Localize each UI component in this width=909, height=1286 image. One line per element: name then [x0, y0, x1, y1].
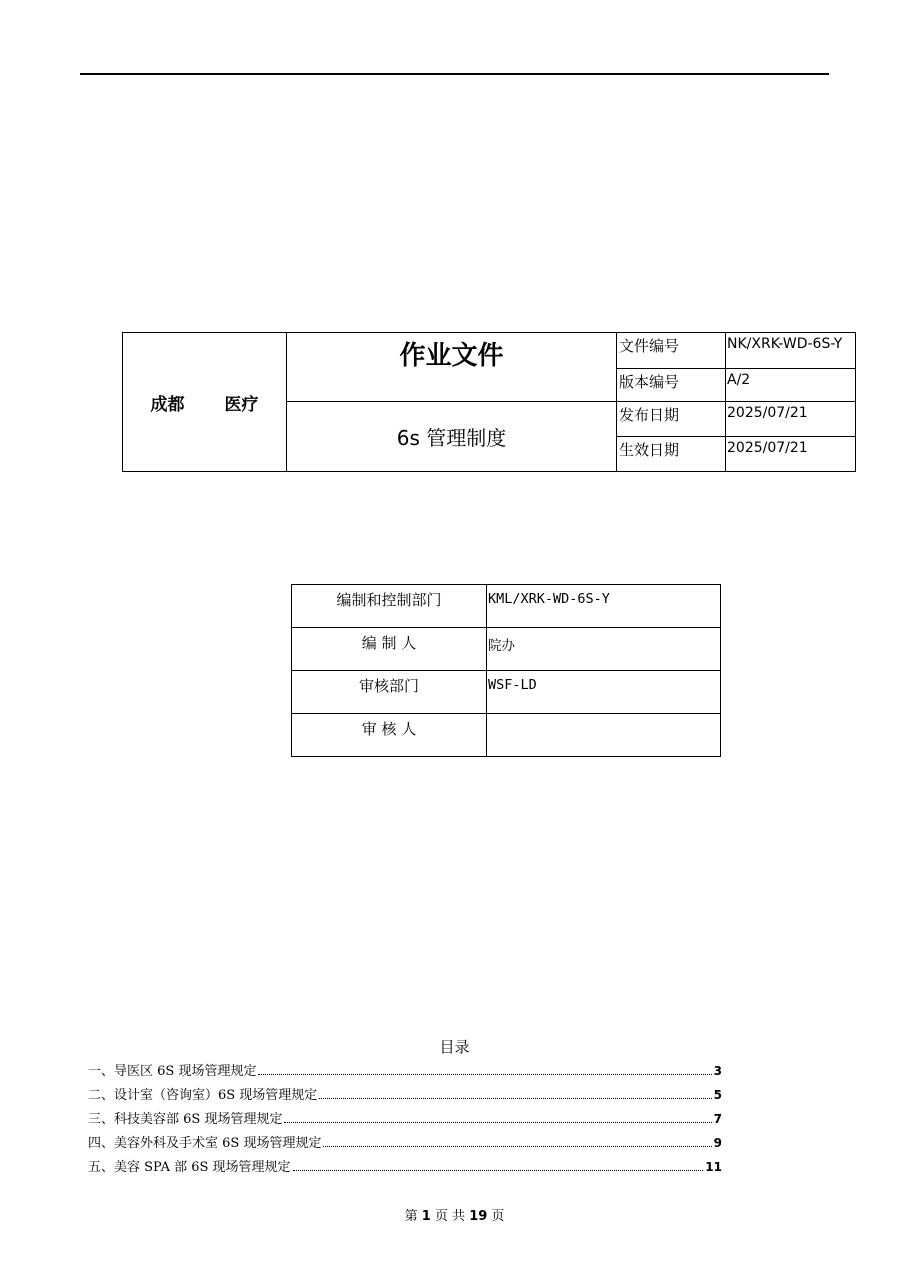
footer-total-pages: 19	[469, 1209, 488, 1224]
field-label: 生效日期	[617, 437, 726, 472]
toc-entry-page: 11	[705, 1160, 722, 1174]
toc-leader-dots	[258, 1074, 711, 1075]
toc-entry-text: 一、导医区 6S 现场管理规定	[88, 1064, 257, 1079]
toc-entry[interactable]	[88, 1132, 722, 1156]
toc-leader-dots	[319, 1098, 711, 1099]
info-label: 审核部门	[292, 671, 487, 714]
field-value: 2025/07/21	[726, 437, 856, 472]
org-name-part1: 成都	[150, 394, 185, 415]
approval-info-table	[291, 584, 721, 757]
info-label: 编制和控制部门	[292, 585, 487, 628]
info-value: KML/XRK-WD-6S-Y	[487, 585, 721, 628]
toc-entry-text: 二、设计室（咨询室）6S 现场管理规定	[88, 1088, 318, 1103]
footer-prefix: 第	[404, 1209, 418, 1224]
info-row	[292, 714, 721, 757]
field-label: 版本编号	[617, 369, 726, 402]
info-label: 编 制 人	[292, 628, 487, 671]
document-header-table	[122, 332, 856, 472]
toc-entry[interactable]	[88, 1060, 722, 1084]
field-value: 2025/07/21	[726, 402, 856, 437]
field-label: 文件编号	[617, 333, 726, 369]
footer-current-page: 1	[421, 1209, 431, 1224]
toc-entry-text: 四、美容外科及手术室 6S 现场管理规定	[88, 1136, 322, 1151]
field-value: A/2	[726, 369, 856, 402]
toc-entry[interactable]	[88, 1156, 722, 1180]
toc-leader-dots	[293, 1170, 704, 1171]
info-row	[292, 671, 721, 714]
toc-entry-page: 7	[713, 1112, 722, 1126]
document-type: 作业文件	[287, 333, 617, 402]
toc-entry-page: 5	[713, 1088, 722, 1102]
info-value	[487, 714, 721, 757]
toc-title: 目录	[439, 1038, 470, 1056]
info-row	[292, 585, 721, 628]
toc-leader-dots	[284, 1122, 711, 1123]
toc-entry-page: 3	[713, 1064, 722, 1078]
page-footer	[0, 1205, 909, 1224]
info-row	[292, 628, 721, 671]
organization-name	[123, 333, 287, 472]
toc-entry-text: 五、美容 SPA 部 6S 现场管理规定	[88, 1160, 291, 1175]
org-name-part2: 医疗	[224, 394, 259, 415]
toc-entry-text: 三、科技美容部 6S 现场管理规定	[88, 1112, 283, 1127]
field-label: 发布日期	[617, 402, 726, 437]
document-title: 6s 管理制度	[287, 402, 617, 472]
toc-entry[interactable]	[88, 1084, 722, 1108]
toc-entry[interactable]	[88, 1108, 722, 1132]
toc-leader-dots	[323, 1146, 711, 1147]
footer-suffix: 页	[491, 1209, 505, 1224]
top-rule	[80, 73, 829, 75]
info-value: WSF-LD	[487, 671, 721, 714]
info-label: 审 核 人	[292, 714, 487, 757]
table-of-contents	[88, 1060, 722, 1180]
footer-middle: 页 共	[434, 1209, 466, 1224]
field-value: NK/XRK-WD-6S-Y	[726, 333, 856, 369]
toc-entry-page: 9	[713, 1136, 722, 1150]
info-value: 院办	[487, 628, 721, 671]
